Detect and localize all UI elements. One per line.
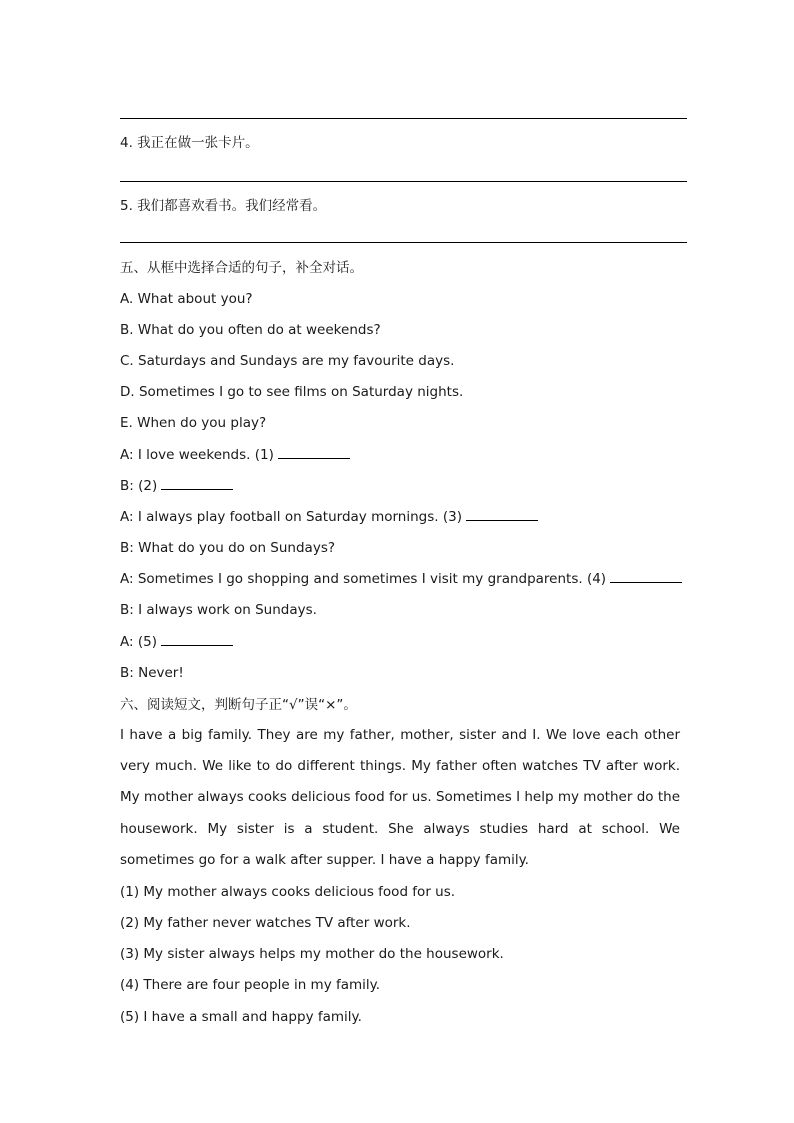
statement-4: (4) There are four people in my family. [120, 977, 381, 993]
answer-blank-2[interactable] [161, 477, 233, 490]
dialogue-line [120, 570, 700, 588]
reading-passage: I have a big family. They are my father, mother, sister and I. We love each other very much. We like to do different things. My father often watches TV after work. My mother always cooks delicious food for us. Sometimes I help my mother do the housework. My sister is a student. She always studies hard at school. We sometimes go for a walk after supper. I have a happy family. [120, 727, 680, 868]
dialogue-line [120, 446, 700, 464]
option-a: A. What about you? [120, 291, 253, 307]
option-c: C. Saturdays and Sundays are my favourite days. [120, 353, 455, 369]
dialogue-line [120, 633, 700, 651]
dialogue-text: B: What do you do on Sundays? [120, 540, 336, 556]
dialogue-text: A: Sometimes I go shopping and sometimes I visit my grandparents. (4) [120, 571, 607, 587]
answer-line-4 [120, 181, 687, 182]
dialogue-line [120, 539, 700, 557]
answer-blank-1[interactable] [278, 446, 350, 459]
dialogue-text: A: I love weekends. (1) [120, 447, 274, 463]
dialogue-line [120, 664, 700, 682]
translation-item-5: 5. 我们都喜欢看书。我们经常看。 [120, 198, 327, 214]
answer-line-3 [120, 118, 687, 119]
option-b: B. What do you often do at weekends? [120, 322, 381, 338]
dialogue-line [120, 508, 700, 526]
statement-1: (1) My mother always cooks delicious food for us. [120, 884, 456, 900]
answer-blank-3[interactable] [466, 508, 538, 521]
dialogue-text: B: Never! [120, 665, 184, 681]
translation-item-4: 4. 我正在做一张卡片。 [120, 135, 259, 151]
answer-blank-5[interactable] [161, 633, 233, 646]
statement-2: (2) My father never watches TV after work. [120, 915, 411, 931]
option-d: D. Sometimes I go to see films on Saturday nights. [120, 384, 464, 400]
dialogue-text: A: (5) [120, 634, 157, 650]
dialogue-line [120, 477, 700, 495]
dialogue-line [120, 601, 700, 619]
statement-3: (3) My sister always helps my mother do the housework. [120, 946, 504, 962]
dialogue-text: B: (2) [120, 478, 158, 494]
dialogue-text: B: I always work on Sundays. [120, 602, 317, 618]
section-5-heading: 五、从框中选择合适的句子，补全对话。 [120, 260, 363, 276]
dialogue-text: A: I always play football on Saturday mornings. (3) [120, 509, 462, 525]
section-6-heading: 六、阅读短文，判断句子正“√”误“×”。 [120, 697, 357, 713]
answer-line-5 [120, 242, 687, 243]
statement-5: (5) I have a small and happy family. [120, 1009, 362, 1025]
option-e: E. When do you play? [120, 415, 267, 431]
answer-blank-4[interactable] [610, 570, 682, 583]
